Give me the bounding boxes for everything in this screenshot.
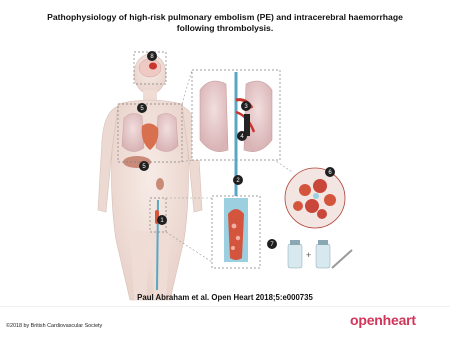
thrombus-circle — [285, 168, 345, 228]
marker-8 — [147, 51, 157, 61]
svg-text:5: 5 — [142, 164, 146, 170]
marker-4 — [237, 131, 247, 141]
svg-text:4: 4 — [240, 134, 244, 140]
svg-text:1: 1 — [160, 218, 164, 224]
human-body — [98, 54, 202, 300]
title-line-1: Pathophysiology of high-risk pulmonary embolism (PE) and intracerebral haemorrhage — [47, 12, 403, 22]
copyright-text: ©2018 by British Cardiovascular Society — [6, 323, 103, 329]
thrombolytic-drug — [288, 240, 352, 268]
svg-text:3: 3 — [244, 104, 248, 110]
brain — [139, 59, 161, 77]
svg-text:8: 8 — [150, 54, 154, 60]
svg-text:2: 2 — [236, 178, 240, 184]
svg-text:5: 5 — [140, 106, 144, 112]
footer-divider — [0, 306, 450, 307]
lungs-panel — [192, 70, 280, 178]
title-line-2: following thrombolysis. — [176, 23, 274, 33]
marker-1 — [157, 215, 167, 225]
marker-7 — [267, 239, 277, 249]
svg-text:7: 7 — [270, 242, 274, 248]
openheart-logo: openheart — [350, 312, 416, 328]
marker-5-chest — [137, 103, 147, 113]
svg-text:+: + — [306, 250, 312, 260]
marker-5-abdomen — [139, 161, 149, 171]
vessel-panel — [212, 178, 260, 268]
marker-2 — [233, 175, 243, 185]
svg-text:6: 6 — [328, 170, 332, 176]
marker-6 — [325, 167, 335, 177]
marker-3 — [241, 101, 251, 111]
citation: Paul Abraham et al. Open Heart 2018;5:e000735 — [137, 293, 313, 302]
